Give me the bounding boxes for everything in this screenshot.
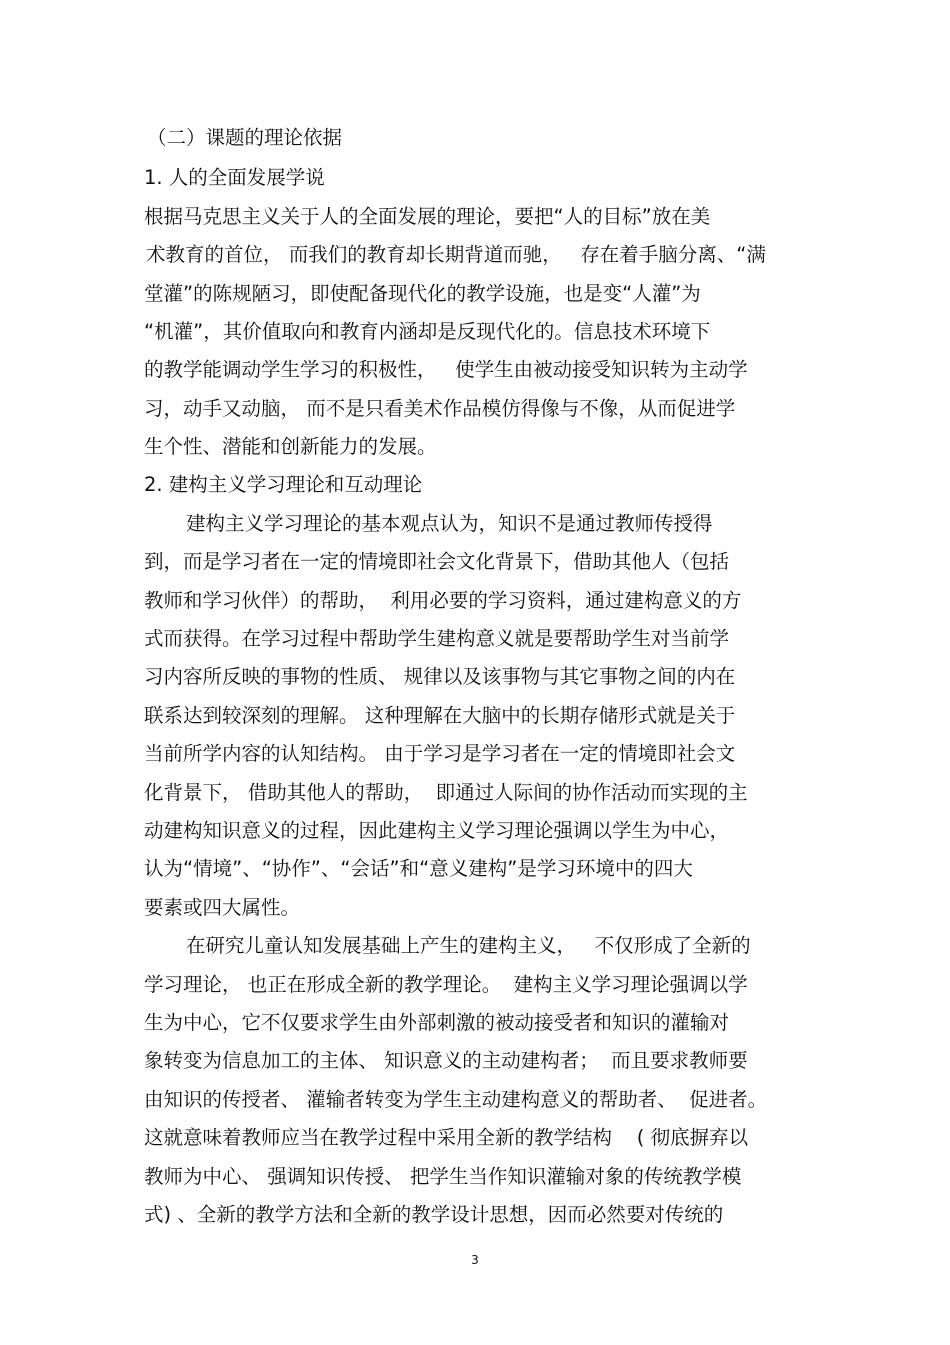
paragraph-line: 这就意味着教师应当在教学过程中采用全新的教学结构 ( 彻底摒弃以 [144, 1126, 749, 1149]
subsection-heading: 2. 建构主义学习理论和互动理论 [144, 473, 423, 496]
paragraph-line: 由知识的传授者、 灌输者转变为学生主动建构意义的帮助者、 促进者。 [144, 1088, 768, 1111]
paragraph-line: 术教育的首位， 而我们的教育却长期背道而驰， 存在着手脑分离、“满 [146, 243, 766, 266]
paragraph-line: 堂灌”的陈规陋习，即使配备现代化的教学设施，也是变“人灌”为 [144, 282, 701, 305]
section-heading: （二）课题的理论依据 [147, 126, 343, 149]
paragraph-line: “机灌”，其价值取向和教育内涵却是反现代化的。信息技术环境下 [144, 320, 711, 343]
paragraph-line: 生个性、潜能和创新能力的发展。 [144, 435, 437, 458]
paragraph-line: 象转变为信息加工的主体、 知识意义的主动建构者； 而且要求教师要 [144, 1049, 748, 1072]
paragraph-line: 的教学能调动学生学习的积极性， 使学生由被动接受知识转为主动学 [144, 358, 748, 381]
paragraph-line: 学习理论， 也正在形成全新的教学理论。 建构主义学习理论强调以学 [144, 973, 748, 996]
paragraph-line: 根据马克思主义关于人的全面发展的理论，要把“人的目标”放在美 [144, 205, 711, 228]
paragraph-line: 习内容所反映的事物的性质、 规律以及该事物与其它事物之间的内在 [144, 665, 736, 688]
paragraph-line: 教师和学习伙伴）的帮助， 利用必要的学习资料，通过建构意义的方 [144, 589, 742, 612]
paragraph-line: 建构主义学习理论的基本观点认为，知识不是通过教师传授得 [186, 512, 713, 535]
paragraph-line: 习，动手又动脑， 而不是只看美术作品模仿得像与不像，从而促进学 [144, 397, 736, 420]
subsection-heading: 1. 人的全面发展学说 [144, 166, 325, 189]
paragraph-line: 联系达到较深刻的理解。 这种理解在大脑中的长期存储形式就是关于 [144, 704, 736, 727]
paragraph-line: 式而获得。在学习过程中帮助学生建构意义就是要帮助学生对当前学 [144, 627, 730, 650]
paragraph-line: 当前所学内容的认知结构。 由于学习是学习者在一定的情境即社会文 [144, 742, 736, 765]
paragraph-line: 到，而是学习者在一定的情境即社会文化背景下，借助其他人（包括 [144, 550, 730, 573]
paragraph-line: 在研究儿童认知发展基础上产生的建构主义， 不仅形成了全新的 [186, 934, 751, 957]
paragraph-line: 式) 、全新的教学方法和全新的教学设计思想，因而必然要对传统的 [144, 1203, 724, 1226]
page-number: 3 [471, 1253, 479, 1267]
paragraph-line: 化背景下， 借助其他人的帮助， 即通过人际间的协作活动而实现的主 [144, 781, 748, 804]
paragraph-line: 教师为中心、 强调知识传授、 把学生当作知识灌输对象的传统教学模 [144, 1165, 742, 1188]
paragraph-line: 生为中心，它不仅要求学生由外部刺激的被动接受者和知识的灌输对 [144, 1011, 730, 1034]
paragraph-line: 动建构知识意义的过程，因此建构主义学习理论强调以学生为中心， [144, 819, 730, 842]
paragraph-line: 要素或四大属性。 [144, 896, 301, 919]
paragraph-line: 认为“情境”、“协作”、“会话”和“意义建构”是学习环境中的四大 [144, 857, 693, 880]
